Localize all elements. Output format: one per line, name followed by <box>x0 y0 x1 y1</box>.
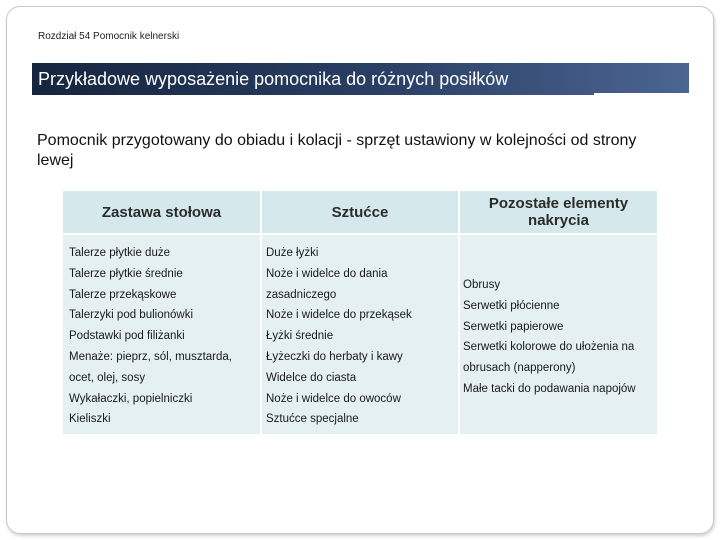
list-item: zasadniczego <box>266 288 337 301</box>
list-item: Noże i widelce do owoców <box>266 392 401 405</box>
column-divider <box>458 191 460 434</box>
list-item: Kieliszki <box>69 413 111 426</box>
list-item: Talerze płytkie średnie <box>69 267 183 280</box>
list-item: Talerze płytkie duże <box>69 247 170 259</box>
list-item: Serwetki kolorowe do ułożenia na <box>463 341 635 354</box>
list-item: Serwetki papierowe <box>463 320 564 333</box>
cutlery-column <box>266 243 412 430</box>
list-item: Serwetki płócienne <box>463 299 560 312</box>
list-item: Łyżeczki do herbaty i kawy <box>266 350 403 363</box>
list-item: Sztućce specjalne <box>266 413 359 426</box>
list-item: Łyżki średnie <box>266 330 334 343</box>
header-cutlery: Sztućce <box>331 203 389 221</box>
table-header-row <box>63 191 657 235</box>
list-item: Menaże: pieprz, sól, musztarda, <box>69 350 232 363</box>
list-item: Małe tacki do podawania napojów <box>463 382 636 395</box>
other-elements-column <box>463 275 636 400</box>
list-item: Wykałaczki, popielniczki <box>69 392 193 405</box>
equipment-table <box>63 191 657 434</box>
header-other-elements: Pozostałe elementy nakrycia <box>488 195 629 229</box>
list-item: Talerze przekąskowe <box>69 288 177 301</box>
slide-title: Przykładowe wyposażenie pomocnika do różnych posiłków <box>38 69 509 89</box>
list-item: Widelce do ciasta <box>266 371 357 384</box>
chapter-label: Rozdział 54 Pomocnik kelnerski <box>38 31 180 42</box>
intro-text: Pomocnik przygotowany do obiadu i kolacji - sprzęt ustawiony w kolejności od strony lewej <box>37 132 637 169</box>
slide-title-bar <box>32 63 689 95</box>
list-item: Obrusy <box>463 279 501 291</box>
column-divider <box>260 191 262 434</box>
title-underline <box>594 93 689 95</box>
list-item: Noże i widelce do przekąsek <box>266 309 412 322</box>
tableware-column <box>69 243 232 430</box>
header-tableware: Zastawa stołowa <box>101 203 222 221</box>
list-item: Podstawki pod filiżanki <box>69 330 185 343</box>
list-item: Duże łyżki <box>266 247 319 259</box>
list-item: Talerzyki pod bulionówki <box>69 309 194 322</box>
list-item: Noże i widelce do dania <box>266 267 388 280</box>
list-item: ocet, olej, sosy <box>69 371 146 384</box>
list-item: obrusach (napperony) <box>463 362 576 375</box>
